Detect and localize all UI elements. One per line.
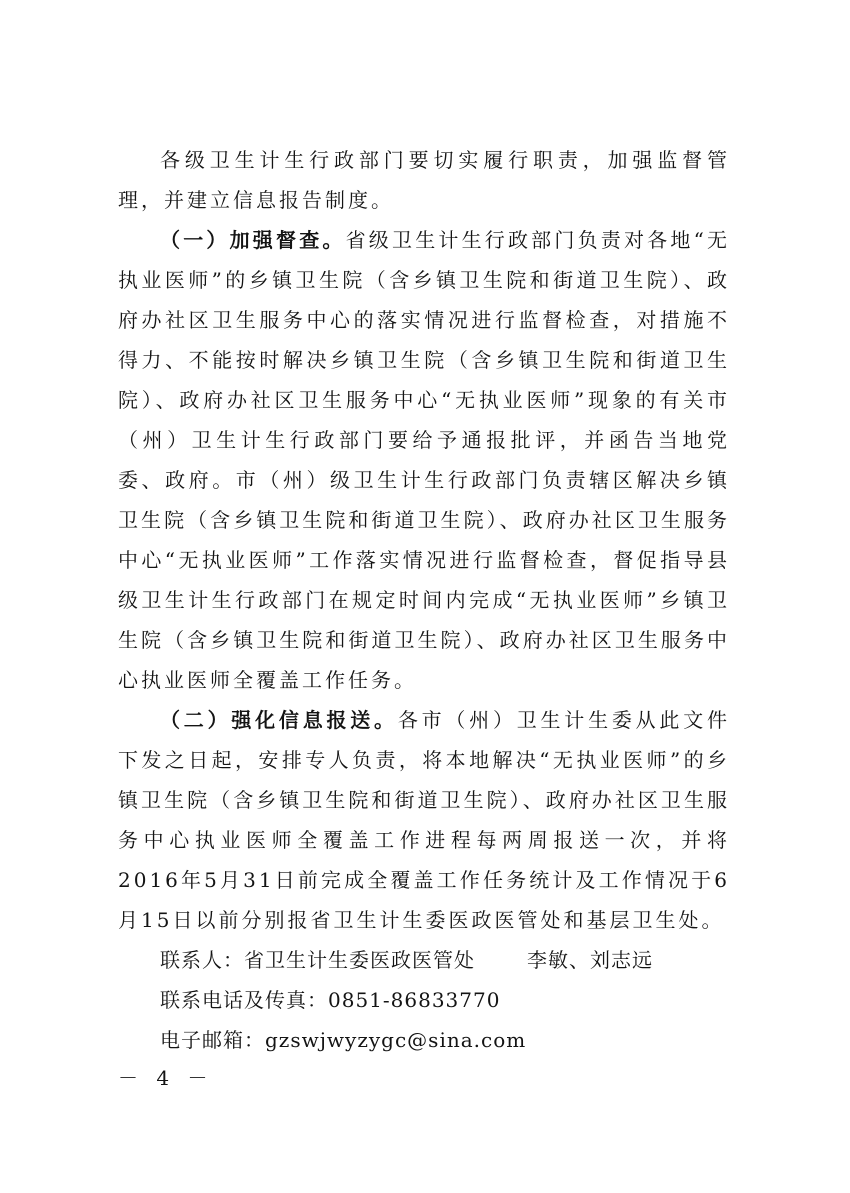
contact-person-line — [118, 940, 730, 980]
section-supervision-heading: （一）加强督查。 — [160, 228, 346, 252]
section-reporting-heading: （二）强化信息报送。 — [160, 708, 398, 732]
intro-paragraph: 各级卫生计生行政部门要切实履行职责，加强监督管理，并建立信息报告制度。 — [118, 148, 730, 212]
section-supervision-paragraph — [118, 220, 730, 700]
section-reporting-paragraph — [118, 700, 730, 940]
contact-phone-line: 联系电话及传真：0851-86833770 — [160, 988, 501, 1012]
section-supervision-body: 省级卫生计生行政部门负责对各地“无执业医师”的乡镇卫生院（含乡镇卫生院和街道卫生院）、政府办社区卫生服务中心的落实情况进行监督检查，对措施不得力、不能按时解决乡镇卫生院（含乡镇卫生院和街道卫生院）、政府办社区卫生服务中心“无执业医师”现象的有关市（州）卫生计生行政部门要给予通报批评，并函告当地党委、政府。市（州）级卫生计生行政部门负责辖区解决乡镇卫生院（含乡镇卫生院和街道卫生院）、政府办社区卫生服务中心“无执业医师”工作落实情况进行监督检查，督促指导县级卫生计生行政部门在规定时间内完成“无执业医师”乡镇卫生院（含乡镇卫生院和街道卫生院）、政府办社区卫生服务中心执业医师全覆盖工作任务。 — [118, 228, 730, 692]
section-reporting-body: 各市（州）卫生计生委从此文件下发之日起，安排专人负责，将本地解决“无执业医师”的乡镇卫生院（含乡镇卫生院和街道卫生院）、政府办社区卫生服务中心执业医师全覆盖工作进程每两周报送一次，并将2016年5月31日前完成全覆盖工作任务统计及工作情况于6月15日以前分别报省卫生计生委医政医管处和基层卫生处。 — [118, 708, 731, 932]
contact-email-line: 电子邮箱：gzswjwyzygc@sina.com — [160, 1028, 527, 1052]
contact-person-label: 联系人：省卫生计生委医政医管处 — [160, 948, 475, 972]
page-number: － 4 － — [118, 1066, 214, 1090]
contact-person-names: 李敏、刘志远 — [527, 948, 653, 972]
document-body — [118, 140, 730, 1060]
